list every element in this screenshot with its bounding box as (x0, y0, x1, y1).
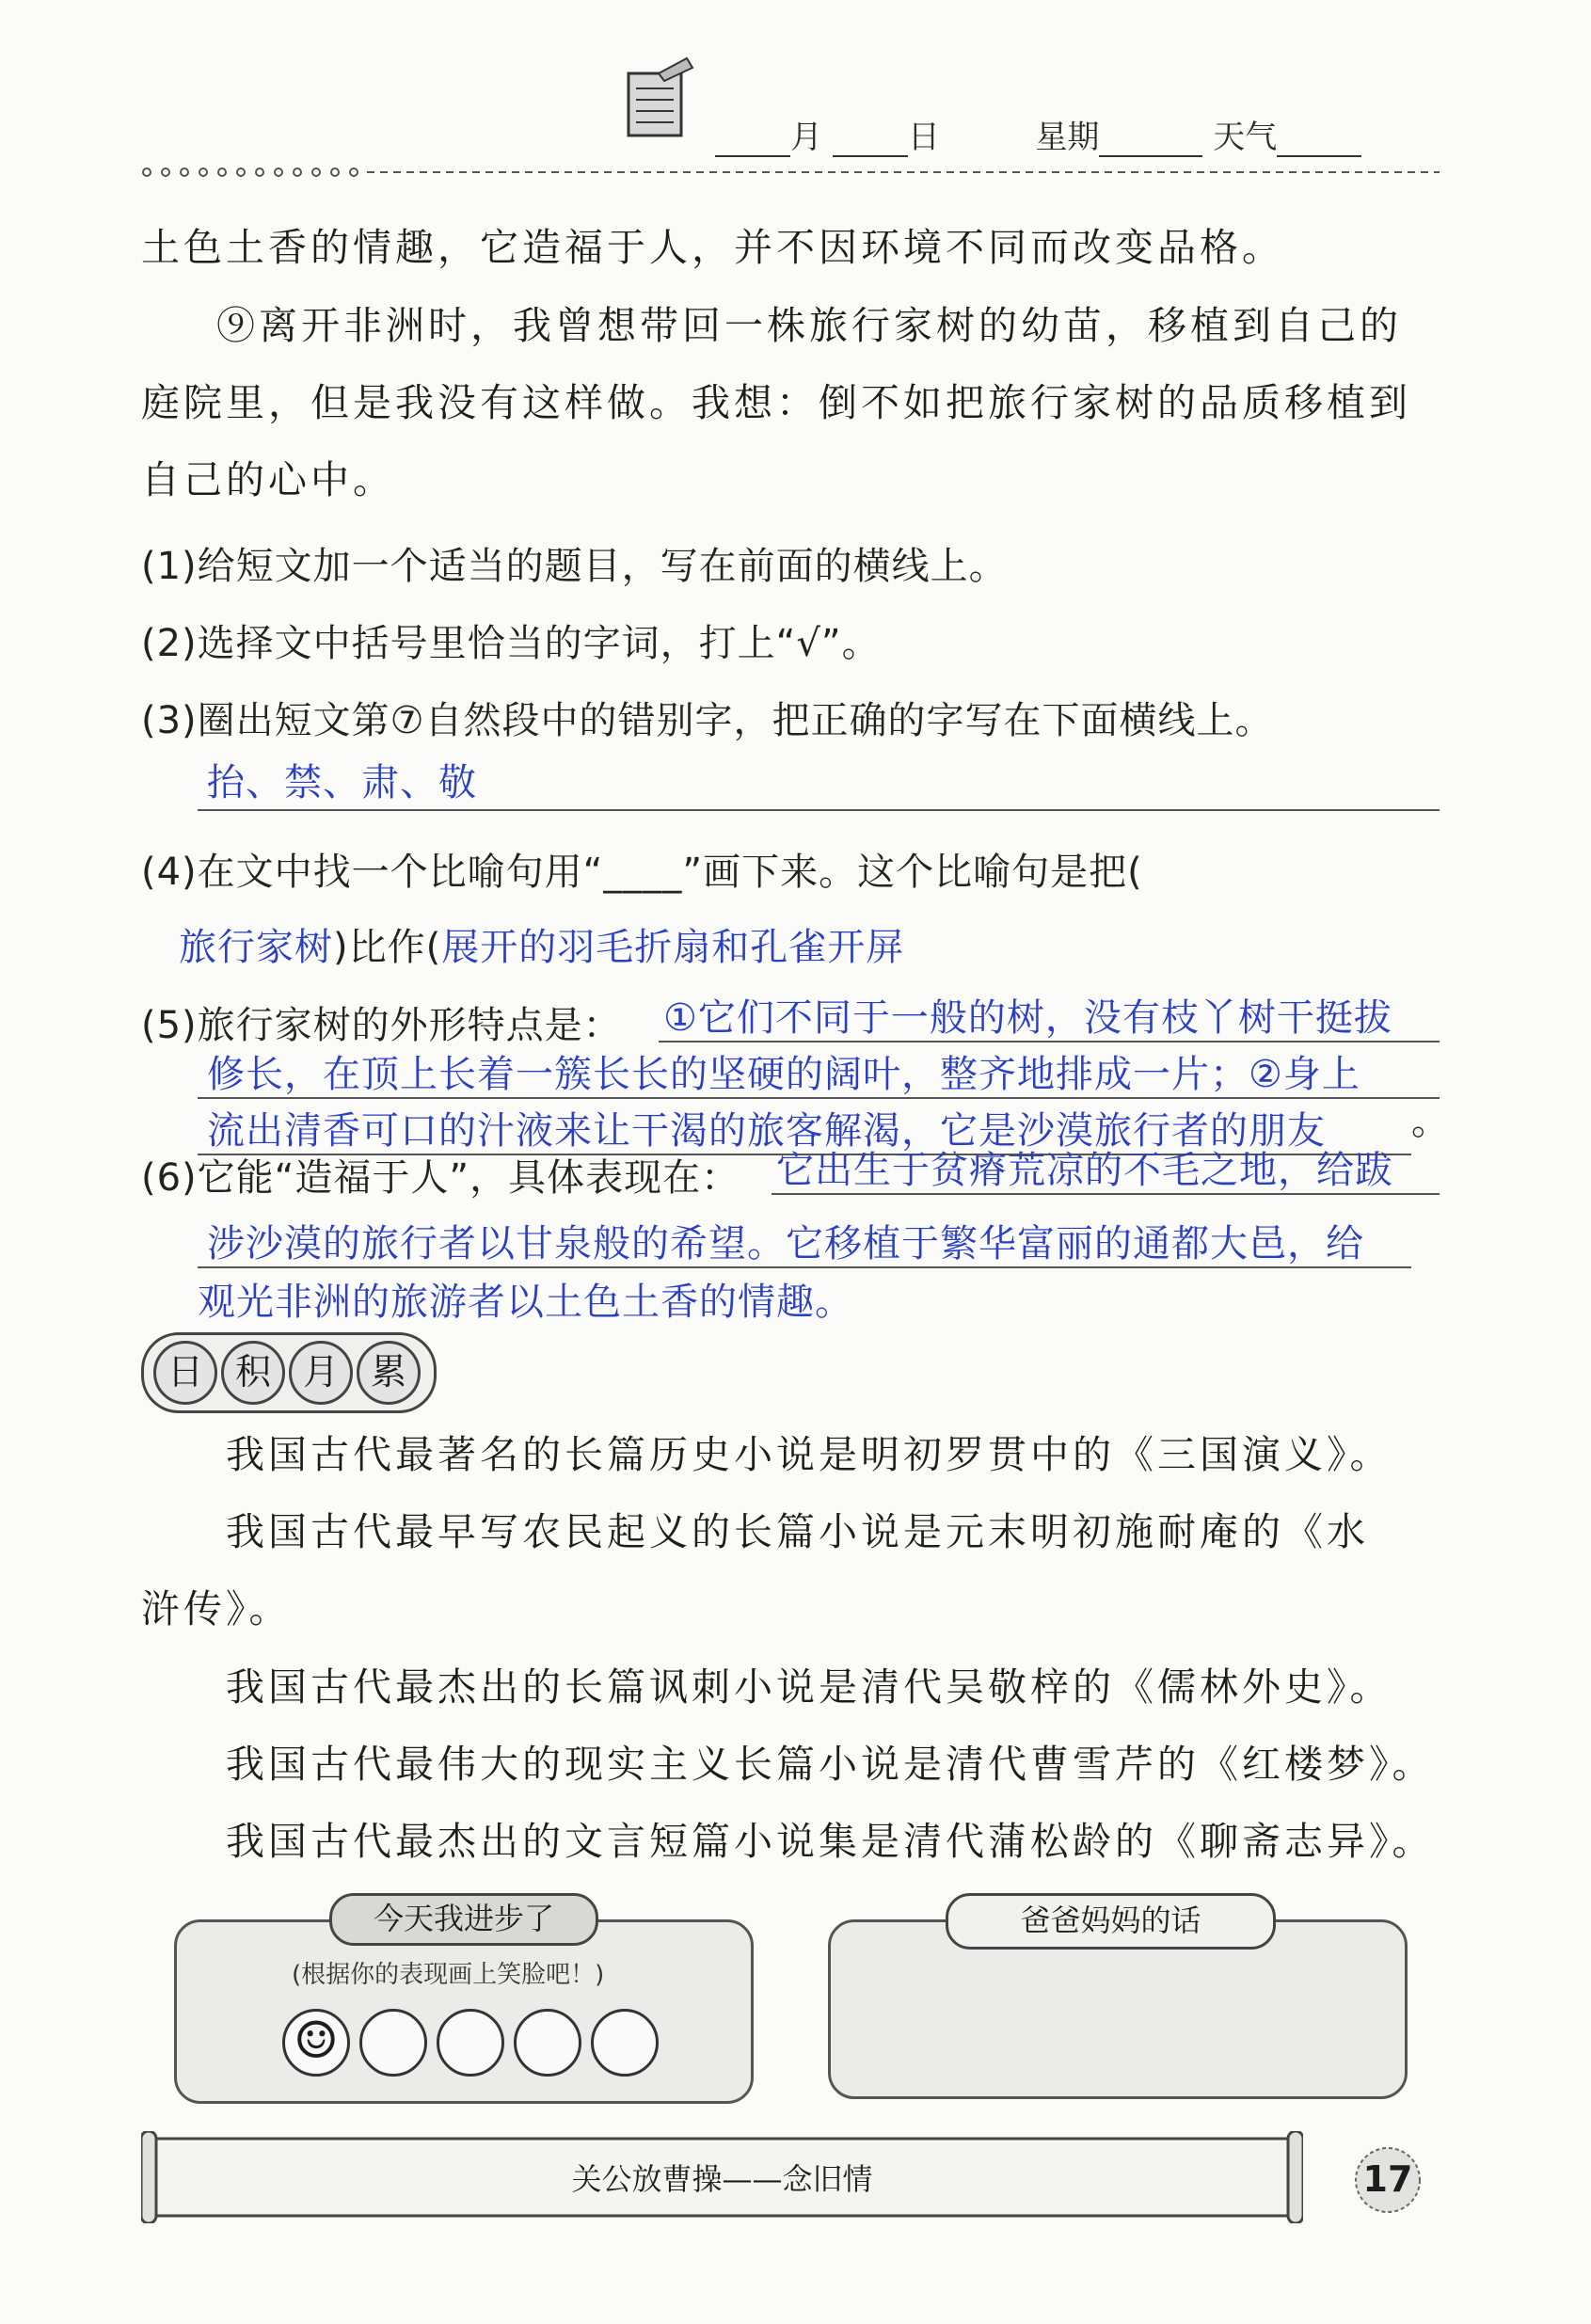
passage-line: 土色土香的情趣，它造福于人，并不因环境不同而改变品格。 (141, 225, 1284, 270)
header-date-fields (715, 111, 1361, 157)
section-badge: 积 (221, 1341, 285, 1405)
passage-line: ⑨离开非洲时，我曾想带回一株旅行家树的幼苗，移植到自己的 (216, 303, 1402, 348)
section-line: 浒传》。 (141, 1586, 292, 1632)
answer-line (198, 1210, 1411, 1268)
parents-box-title: 爸爸妈妈的话 (946, 1893, 1276, 1950)
question-6: (6)它能“造福于人”，具体表现在： (141, 1156, 740, 1200)
smiley-row (282, 2009, 668, 2077)
answer-q4-b: 展开的羽毛折扇和孔雀开屏 (441, 926, 905, 969)
page-number-badge (1345, 2138, 1430, 2222)
answer-line (198, 1043, 1440, 1099)
question-1: (1)给短文加一个适当的题目，写在前面的横线上。 (141, 545, 1008, 588)
answer-q6-line3: 观光非洲的旅游者以土色土香的情趣。 (198, 1281, 853, 1324)
weekday-label: 星期 (1035, 119, 1100, 156)
header-divider (141, 164, 1440, 175)
passage-line: 庭院里，但是我没有这样做。我想：倒不如把旅行家树的品质移植到 (141, 380, 1411, 425)
section-badge: 日 (153, 1341, 217, 1405)
answer-line (198, 753, 1440, 811)
footer-scroll-banner (141, 2131, 1303, 2223)
question-5: (5)旅行家树的外形特点是： (141, 1004, 622, 1047)
answer-line (772, 1137, 1440, 1195)
answer-q5-line2: 修长，在顶上长着一簇长长的坚硬的阔叶，整齐地排成一片；②身上 (207, 1053, 1360, 1096)
progress-box-title: 今天我进步了 (329, 1893, 598, 1946)
answer-q3: 抬、禁、肃、敬 (207, 761, 477, 804)
section-badge: 月 (289, 1341, 353, 1405)
section-line: 我国古代最杰出的长篇讽刺小说是清代吴敬梓的《儒林外史》。 (226, 1664, 1392, 1710)
section-line: 我国古代最早写农民起义的长篇小说是元末明初施耐庵的《水 (226, 1509, 1369, 1554)
notebook-icon (621, 56, 696, 141)
smiley-face-icon[interactable]: ☺ (282, 2009, 350, 2077)
question-4: (4)在文中找一个比喻句用“____”画下来。这个比喻句是把( (141, 851, 1143, 894)
day-label: 日 (907, 119, 940, 156)
empty-face-circle[interactable] (514, 2009, 581, 2077)
q4-middle: )比作( (333, 926, 442, 969)
weather-label: 天气 (1213, 119, 1278, 156)
empty-face-circle[interactable] (591, 2009, 659, 2077)
answer-q4-a: 旅行家树 (179, 926, 333, 969)
answer-q5-line1: ①它们不同于一般的树，没有枝丫树干挺拔 (663, 996, 1392, 1040)
question-3: (3)圈出短文第⑦自然段中的错别字，把正确的字写在下面横线上。 (141, 699, 1274, 742)
month-label: 月 (790, 119, 822, 156)
answer-line (659, 986, 1440, 1043)
q5-end-mark: 。 (1411, 1100, 1450, 1143)
answer-q6-line3-wrap (198, 1272, 853, 1326)
section-badge: 累 (357, 1341, 421, 1405)
question-4-answer (179, 917, 904, 971)
answer-q5-line3: 流出清香可口的汁液来让干渴的旅客解渴，它是沙漠旅行者的朋友 (207, 1109, 1326, 1153)
section-line: 我国古代最杰出的文言短篇小说集是清代蒲松龄的《聊斋志异》。 (226, 1819, 1435, 1864)
section-title-daily-accumulation (141, 1332, 437, 1413)
section-line: 我国古代最伟大的现实主义长篇小说是清代曹雪芹的《红楼梦》。 (226, 1742, 1435, 1787)
footer-banner-text: 关公放曹操——念旧情 (571, 2161, 873, 2197)
question-2: (2)选择文中括号里恰当的字词，打上“√”。 (141, 622, 881, 665)
empty-face-circle[interactable] (437, 2009, 504, 2077)
passage-line: 自己的心中。 (141, 457, 395, 502)
answer-q6-line1: 它出生于贫瘠荒凉的不毛之地，给跋 (776, 1149, 1393, 1192)
progress-box-subtitle: (根据你的表现画上笑脸吧！) (292, 1961, 605, 1989)
answer-q6-line2: 涉沙漠的旅行者以甘泉般的希望。它移植于繁华富丽的通都大邑，给 (207, 1222, 1364, 1265)
page-number: 17 (1362, 2158, 1413, 2200)
empty-face-circle[interactable] (359, 2009, 427, 2077)
section-line: 我国古代最著名的长篇历史小说是明初罗贯中的《三国演义》。 (226, 1432, 1392, 1477)
